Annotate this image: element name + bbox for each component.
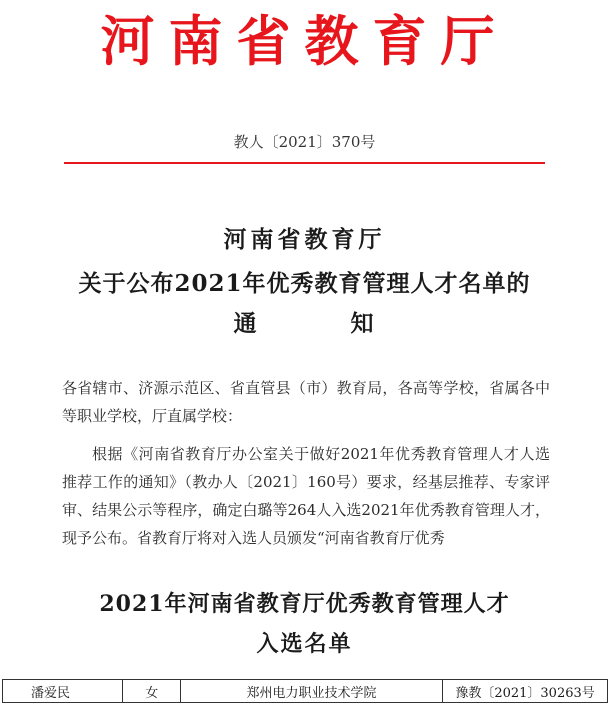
awardee-unit: 郑州电力职业技术学院	[181, 680, 443, 703]
body-paragraph: 根据《河南省教育厅办公室关于做好2021年优秀教育管理人才人选推荐工作的通知》（教办人〔2021〕160号）要求，经基层推荐、专家评审、结果公示等程序，确定白璐等264人入选2021年优秀教育管理人才，现予公布。省教育厅将对入选人员颁发“河南省教育厅优秀	[62, 445, 550, 547]
notice-title-char-1: 通	[233, 310, 259, 337]
notice-title-line-2: 关于公布2021年优秀教育管理人才名单的	[78, 270, 531, 297]
awardee-cert-number: 豫教〔2021〕30263号	[443, 680, 608, 703]
awardee-table	[2, 679, 608, 703]
notice-title-char-2: 知	[350, 310, 376, 337]
awardee-gender: 女	[123, 680, 181, 703]
addressees-paragraph: 各省辖市、济源示范区、省直管县（市）教育局，各高等学校，省属各中等职业学校，厅直属学校：	[62, 379, 550, 425]
document-number: 教人〔2021〕370号	[233, 133, 376, 151]
awardee-name: 潘爱民	[3, 680, 123, 703]
red-divider	[64, 162, 545, 164]
masthead-title: 河南省教育厅	[100, 9, 509, 73]
table-row	[3, 680, 608, 703]
notice-title-line-3	[0, 308, 609, 340]
notice-title-line-1: 河南省教育厅	[223, 226, 386, 253]
list-title-line-1: 2021年河南省教育厅优秀教育管理人才	[99, 591, 510, 617]
list-title-line-2: 入选名单	[256, 631, 353, 657]
